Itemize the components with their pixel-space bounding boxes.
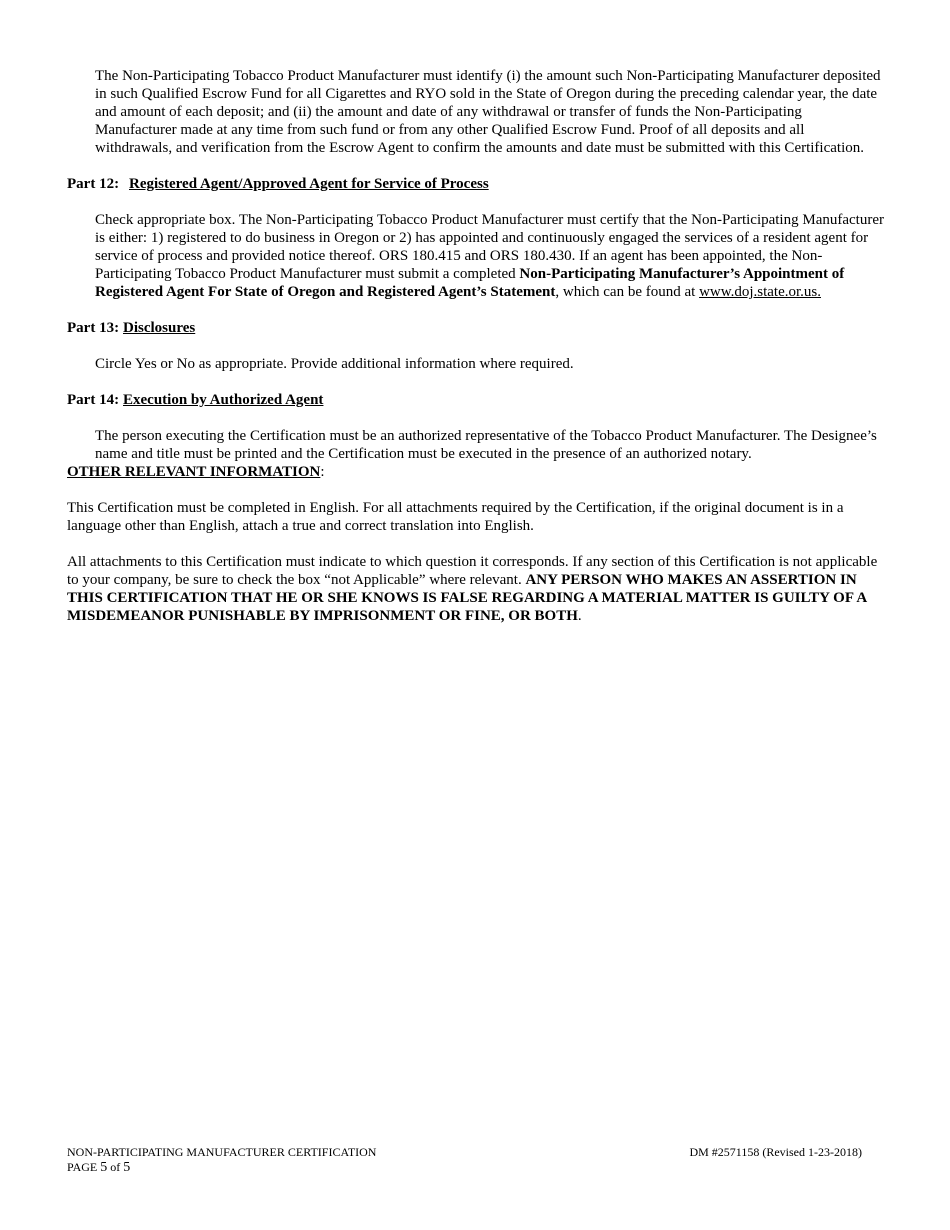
other-info-section	[67, 499, 885, 535]
footer-page-current: 5	[100, 1160, 108, 1175]
footer-page-label: PAGE	[67, 1160, 101, 1174]
other-info-title: OTHER RELEVANT INFORMATION	[67, 464, 321, 480]
part-12-paragraph	[95, 211, 885, 301]
intro-paragraph: The Non-Participating Tobacco Product Manufacturer must identify (i) the amount such Non-Participating Manufacturer deposited in such Qualified Escrow Fund for all Cigarettes and RYO sold in the State of Oregon during the preceding calendar year, the date and amount of each deposit; and (ii) the amount and date of any withdrawal or transfer of funds the Non-Participating Manufacturer made at any time from such fund or from any other Qualified Escrow Fund. Proof of all deposits and all withdrawals, and verification from the Escrow Agent to confirm the amounts and date must be submitted with this Certification.	[95, 68, 881, 156]
misdemeanor-warning: ANY PERSON WHO MAKES AN ASSERTION IN THIS CERTIFICATION THAT HE OR SHE KNOWS IS FALSE REGARDING A MATERIAL MATTER IS GUILTY OF A MISDEMEANOR PUNISHABLE BY IMPRISONMENT OR FINE, OR BOTH	[67, 572, 867, 624]
footer-doc-title: NON-PARTICIPATING MANUFACTURER CERTIFICATION	[67, 1145, 377, 1159]
other-info-paragraph-2-text: All attachments to this Certification must indicate to which question it corresponds. If any section of this Certification is not applicable to your company, be sure to check the box “not Applicable” where relevant.	[67, 554, 878, 588]
document-page	[67, 67, 885, 643]
part-13-paragraph: Circle Yes or No as appropriate. Provide additional information where required.	[95, 356, 574, 372]
part-13-heading	[67, 319, 885, 337]
other-info-warning-section	[67, 553, 885, 625]
part-13-body	[67, 355, 885, 373]
part-12-body	[67, 211, 885, 301]
part-12-text-b: , which can be found at	[555, 284, 700, 300]
part-14-number: Part 14:	[67, 392, 120, 408]
part-14-paragraph: The person executing the Certification must be an authorized representative of the Tobacco Product Manufacturer. The Designee’s name and title must be printed and the Certification must be executed in the presence of an authorized notary.	[95, 428, 877, 462]
other-info-heading	[67, 463, 885, 481]
footer-doc-id: DM #2571158 (Revised 1-23-2018)	[689, 1145, 862, 1159]
intro-section	[67, 67, 885, 157]
part-14-body	[67, 427, 885, 463]
part-12-title: Registered Agent/Approved Agent for Service of Process	[129, 176, 489, 192]
part-14-heading	[67, 391, 885, 409]
footer-page-total: 5	[123, 1160, 131, 1175]
other-info-paragraph-1: This Certification must be completed in English. For all attachments required by the Certification, if the original document is in a language other than English, attach a true and correct translation into English.	[67, 500, 844, 534]
doj-website-link[interactable]: www.doj.state.or.us.	[699, 284, 821, 300]
other-info-paragraph-2	[67, 553, 885, 625]
part-12-number: Part 12:	[67, 176, 120, 192]
footer-page-of: of	[107, 1160, 124, 1174]
footer-page-number	[67, 1160, 862, 1175]
part-12-heading	[67, 175, 885, 193]
part-12-text-a: Check appropriate box. The Non-Participating Tobacco Product Manufacturer must certify that the Non-Participating Manufacturer is either: 1) registered to do business in Oregon or 2) has appointed and continuously engaged the services of a resident agent for service of process and provided notice thereof. ORS 180.415 and ORS 180.430. If an agent has been appointed, the Non-Participating Tobacco Product Manufacturer must submit a completed	[95, 212, 884, 282]
other-info-colon: :	[320, 464, 325, 480]
part-12-form-name: Non-Participating Manufacturer’s Appointment of Registered Agent For State of Oregon and Registered Agent’s Statement	[95, 266, 845, 300]
part-14-title: Execution by Authorized Agent	[123, 392, 324, 408]
part-13-title: Disclosures	[123, 320, 196, 336]
part-13-number: Part 13:	[67, 320, 120, 336]
page-footer	[67, 1145, 862, 1175]
other-info-paragraph-2-end: .	[577, 608, 582, 624]
